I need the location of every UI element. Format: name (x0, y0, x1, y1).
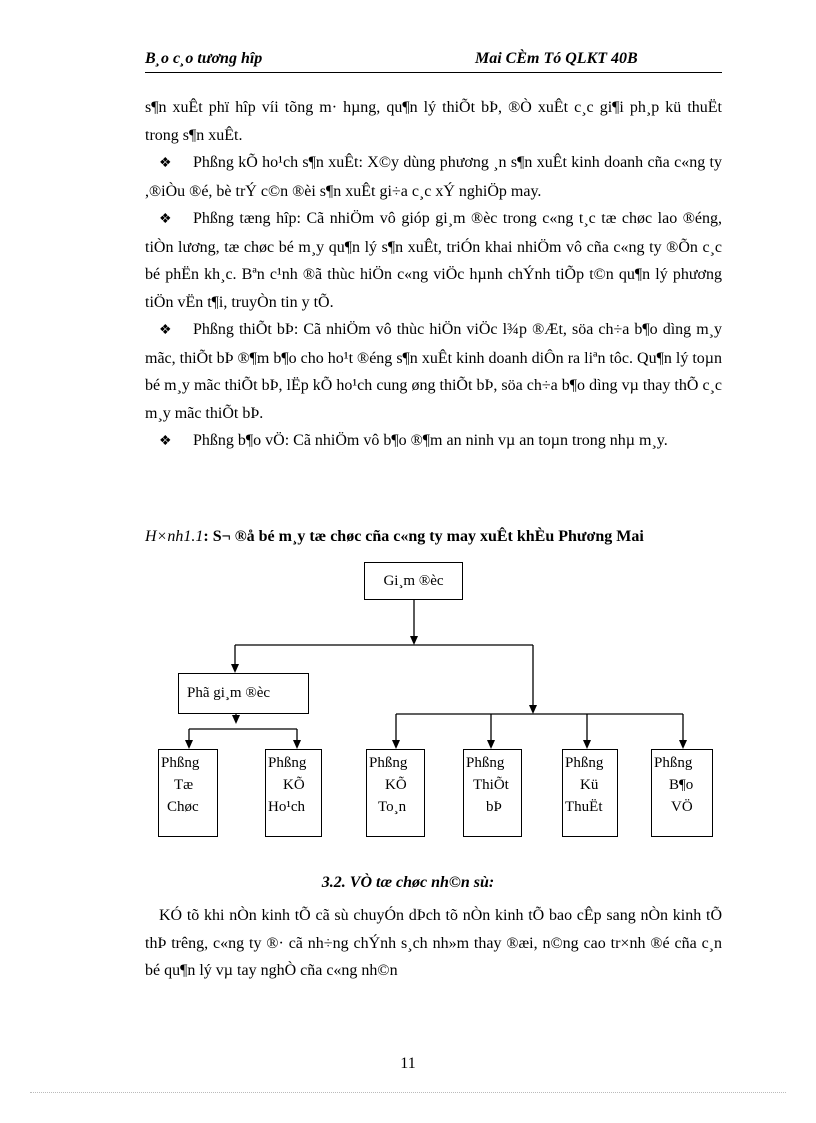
department-box (158, 749, 218, 837)
department-line: To¸n (378, 799, 407, 815)
department-line: KÕ (385, 777, 407, 793)
director-box (364, 562, 463, 600)
section-heading: 3.2. VÒ tæ chøc nh©n sù: (321, 874, 495, 891)
deputy-director-box (178, 673, 309, 714)
department-line: Phßng (268, 755, 307, 771)
department-line: Ho¹ch (268, 799, 305, 815)
header-author: Mai CÈm Tó QLKT 40B (475, 50, 638, 67)
department-line: Chøc (167, 799, 199, 815)
paragraph-text: Phßng kÕ ho¹ch s¶n xuÊt: X©y dùng phương ¸n s¶n xuÊt kinh doanh cña c«ng ty ,®iÒu ®é, bè trÝ c©n ®èi s¶n xuÊt gi÷a c¸c xÝ nghiÖp may. (145, 154, 722, 200)
paragraph-text: Phßng b¶o vÖ: Cã nhiÖm vô b¶o ®¶m an ninh vµ an toµn trong nhµ m¸y. (193, 432, 668, 449)
department-line: VÖ (671, 799, 693, 815)
department-box (463, 749, 522, 837)
department-line: Tæ (174, 777, 194, 793)
department-box (265, 749, 322, 837)
diamond-bullet-icon: ❖ (159, 156, 172, 171)
department-box (651, 749, 713, 837)
department-line: ThiÕt (473, 777, 509, 793)
department-line: bÞ (486, 799, 502, 815)
department-box (562, 749, 618, 837)
department-line: Phßng (161, 755, 200, 771)
department-box (366, 749, 425, 837)
department-line: Phßng (466, 755, 505, 771)
diamond-bullet-icon: ❖ (159, 323, 172, 338)
department-line: Phßng (654, 755, 693, 771)
department-line: KÕ (283, 777, 305, 793)
paragraph-text: Phßng thiÕt bÞ: Cã nhiÖm vô thùc hiÖn viÖc l¾p ®Æt, söa ch÷a b¶o dìng m¸y mãc, thiÕt bÞ ®¶m b¶o cho ho¹t ®éng s¶n xuÊt kinh doanh diÔn ra liªn tôc. Qu¶n lý toµn bé m¸y mãc thiÕt bÞ, lËp kÕ ho¹ch cung øng thiÕt bÞ, söa ch÷a b¶o dìng vµ thay thÕ c¸c m¸y mãc thiÕt bÞ. (145, 321, 722, 422)
paragraph-text: s¶n xuÊt phï hîp víi tõng m· hµng, qu¶n lý thiÕt bÞ, ®Ò xuÊt c¸c gi¶i ph¸p kü thuËt trong s¶n xuÊt. (145, 99, 722, 144)
department-line: Kü (580, 777, 599, 793)
diamond-bullet-icon: ❖ (159, 212, 172, 227)
figure-label: H×nh1.1 (145, 528, 204, 545)
diamond-bullet-icon: ❖ (159, 434, 172, 449)
department-line: Phßng (369, 755, 408, 771)
director-label: Gi¸m ®èc (383, 573, 444, 589)
paragraph: KÓ tõ khi nÒn kinh tÕ cã sù chuyÓn dÞch tõ nÒn kinh tÕ bao cÊp sang nÒn kinh tÕ thÞ trêng, c«ng ty ®· cã nh÷ng chÝnh s¸ch nh»m thay ®æi, n©ng cao tr×nh ®é cña c¸n bé qu¶n lý vµ tay nghÒ cña c«ng nh©n (145, 907, 722, 979)
department-line: ThuËt (565, 799, 603, 815)
department-line: Phßng (565, 755, 604, 771)
department-line: B¶o (669, 777, 694, 793)
deputy-director-label: Phã gi¸m ®èc (187, 685, 271, 701)
page-bottom-divider (30, 1092, 786, 1093)
header-report-title: B¸o c¸o tương hîp (145, 50, 263, 67)
figure-title: : S¬ ®å bé m¸y tæ chøc cña c«ng ty may xuÊt khÈu Phương Mai (203, 528, 644, 545)
page-number: 11 (400, 1055, 416, 1072)
paragraph-text: Phßng tæng hîp: Cã nhiÖm vô gióp gi¸m ®èc trong c«ng t¸c tæ chøc lao ®éng, tiÒn lương, tæ chøc bé m¸y qu¶n lý s¶n xuÊt, triÓn khai nhiÖm vô cña c«ng ty ®Õn c¸c bé phËn kh¸c. Bªn c¹nh ®ã thùc hiÖn c«ng viÖc hµnh chÝnh tiÕp t©n qu¶n lý phương tiÖn vËn t¶i, truyÒn tin y tÕ. (145, 210, 722, 311)
body-text-bottom (145, 902, 722, 985)
